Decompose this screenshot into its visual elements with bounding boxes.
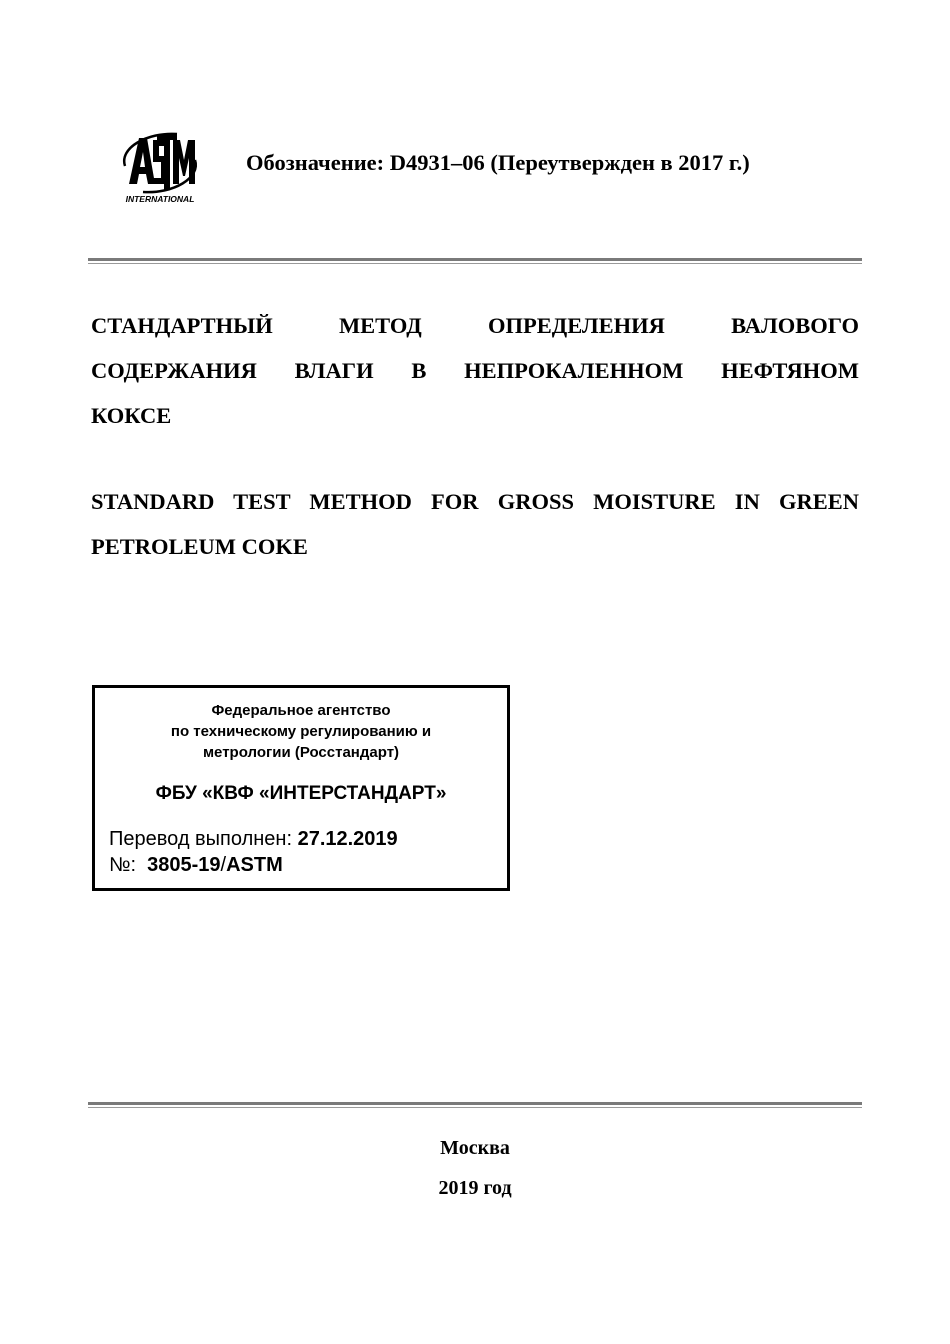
title-ru-line-2: СОДЕРЖАНИЯ ВЛАГИ В НЕПРОКАЛЕННОМ НЕФТЯНОМ (91, 358, 859, 383)
top-divider (88, 258, 862, 261)
logo-subtitle-text: INTERNATIONAL (125, 194, 195, 204)
stamp-number-row: №: 3805-19/ASTM (109, 854, 283, 876)
translation-label: Перевод выполнен: (109, 828, 293, 850)
title-en-line-1: STANDARD TEST METHOD FOR GROSS MOISTURE IN GREEN (91, 489, 859, 514)
bottom-divider (88, 1102, 862, 1105)
title-en-line-2: PETROLEUM COKE (91, 534, 308, 559)
number-label: №: (109, 854, 137, 876)
stamp-organization (95, 700, 507, 763)
title-ru-line-1: СТАНДАРТНЫЙ МЕТОД ОПРЕДЕЛЕНИЯ ВАЛОВОГО (91, 313, 859, 338)
astm-logo (117, 126, 203, 204)
title-russian (91, 303, 859, 438)
publication-year: 2019 год (438, 1177, 512, 1199)
translation-date: 27.12.2019 (297, 828, 398, 850)
stamp-fbu-name: ФБУ «КВФ «ИНТЕРСТАНДАРТ» (155, 783, 447, 804)
number-value: 3805-19 (147, 854, 221, 876)
stamp-translation-date-row (109, 828, 398, 851)
title-ru-line-3: КОКСЕ (91, 403, 172, 428)
document-designation: Обозначение: D4931–06 (Переутвержден в 2017 г.) (246, 150, 750, 175)
astm-international-logo-icon (117, 126, 203, 204)
number-suffix: ASTM (226, 854, 283, 876)
stamp-org-line-2: по техническому регулированию и (170, 723, 432, 740)
title-english (91, 479, 859, 569)
translation-stamp (92, 685, 510, 891)
stamp-org-line-1: Федеральное агентство (211, 702, 391, 719)
stamp-org-line-3: метрологии (Росстандарт) (202, 744, 400, 761)
publication-city: Москва (440, 1137, 510, 1159)
